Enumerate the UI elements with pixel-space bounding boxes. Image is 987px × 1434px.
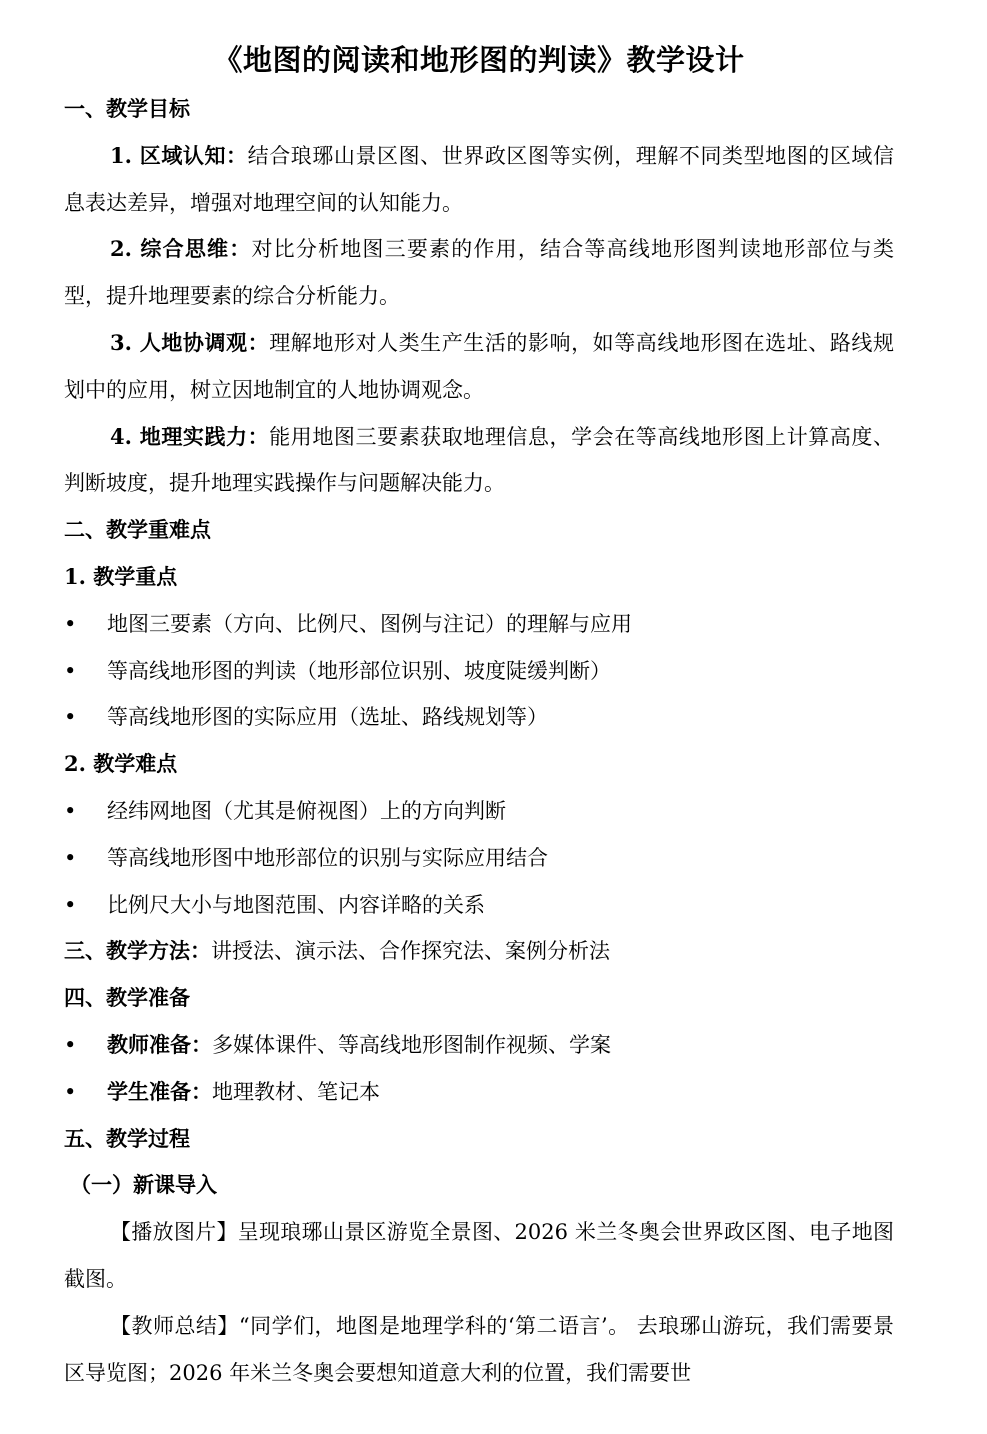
bullet-icon: • — [64, 845, 77, 870]
section-methods — [64, 928, 894, 975]
section-heading-process: 五、教学过程 — [64, 1125, 190, 1151]
objective-label: 3. 人地协调观： — [110, 329, 270, 355]
subheading-key: 1. 教学重点 — [64, 563, 178, 589]
objective-item — [64, 414, 894, 508]
section-heading-preparation: 四、教学准备 — [64, 985, 190, 1011]
objective-label: 4. 地理实践力： — [110, 423, 270, 449]
process-paragraph — [64, 1303, 894, 1397]
list-item: • 地图三要素（方向、比例尺、图例与注记）的理解与应用 — [64, 601, 894, 648]
objective-item — [64, 226, 894, 320]
list-item: • 等高线地形图的实际应用（选址、路线规划等） — [64, 694, 894, 741]
paragraph-text: “同学们，地图是地理学科的‘第二语言’。 去琅琊山游玩，我们需要景区导览图；2026 年米兰冬奥会要想知道意大利的位置，我们需要世 — [64, 1313, 895, 1385]
bullet-icon: • — [64, 611, 77, 636]
bullet-icon: • — [64, 705, 77, 730]
process-paragraph — [64, 1209, 894, 1303]
subheading-difficult: 2. 教学难点 — [64, 751, 178, 777]
paragraph-text: 呈现琅琊山景区游览全景图、2026 米兰冬奥会世界政区图、电子地图截图。 — [64, 1220, 894, 1291]
list-item: • 比例尺大小与地图范围、内容详略的关系 — [64, 882, 894, 929]
bullet-icon: • — [64, 658, 77, 683]
list-item: • 学生准备：地理教材、笔记本 — [64, 1069, 894, 1116]
objective-text: 对比分析地图三要素的作用，结合等高线地形图判读地形部位与类型，提升地理要素的综合分析能力。 — [64, 237, 895, 309]
section-heading-objectives: 一、教学目标 — [64, 96, 190, 121]
section-heading-key-points: 二、教学重难点 — [64, 517, 211, 543]
methods-text: 讲授法、演示法、合作探究法、案例分析法 — [211, 939, 610, 964]
objective-label: 2. 综合思维： — [110, 236, 252, 262]
list-item: • 教师准备：多媒体课件、等高线地形图制作视频、学案 — [64, 1022, 894, 1069]
objective-text: 理解地形对人类生产生活的影响，如等高线地形图在选址、路线规划中的应用，树立因地制宜的人地协调观念。 — [64, 330, 894, 402]
section-heading-methods: 三、教学方法： — [64, 938, 211, 964]
list-item: • 等高线地形图的判读（地形部位识别、坡度陡缓判断） — [64, 648, 894, 695]
objective-label: 1. 区域认知： — [110, 142, 248, 168]
bullet-icon: • — [64, 1032, 77, 1057]
objective-text: 能用地图三要素获取地理信息，学会在等高线地形图上计算高度、判断坡度，提升地理实践操作与问题解决能力。 — [64, 424, 894, 496]
paragraph-label: 【播放图片】 — [110, 1220, 238, 1245]
paragraph-label: 【教师总结】 — [110, 1313, 239, 1338]
document-title: 《地图的阅读和地形图的判读》教学设计 — [213, 43, 745, 77]
subheading-intro: （一）新课导入 — [70, 1172, 217, 1198]
list-item: • 经纬网地图（尤其是俯视图）上的方向判断 — [64, 788, 894, 835]
objective-item — [64, 320, 894, 414]
objective-item — [64, 133, 894, 227]
list-item: • 等高线地形图中地形部位的识别与实际应用结合 — [64, 835, 894, 882]
bullet-icon: • — [64, 892, 77, 917]
bullet-icon: • — [64, 1079, 77, 1104]
bullet-icon: • — [64, 798, 77, 823]
document-page — [64, 38, 894, 1396]
objective-text: 结合琅琊山景区图、世界政区图等实例，理解不同类型地图的区域信息表达差异，增强对地理空间的认知能力。 — [64, 143, 894, 215]
